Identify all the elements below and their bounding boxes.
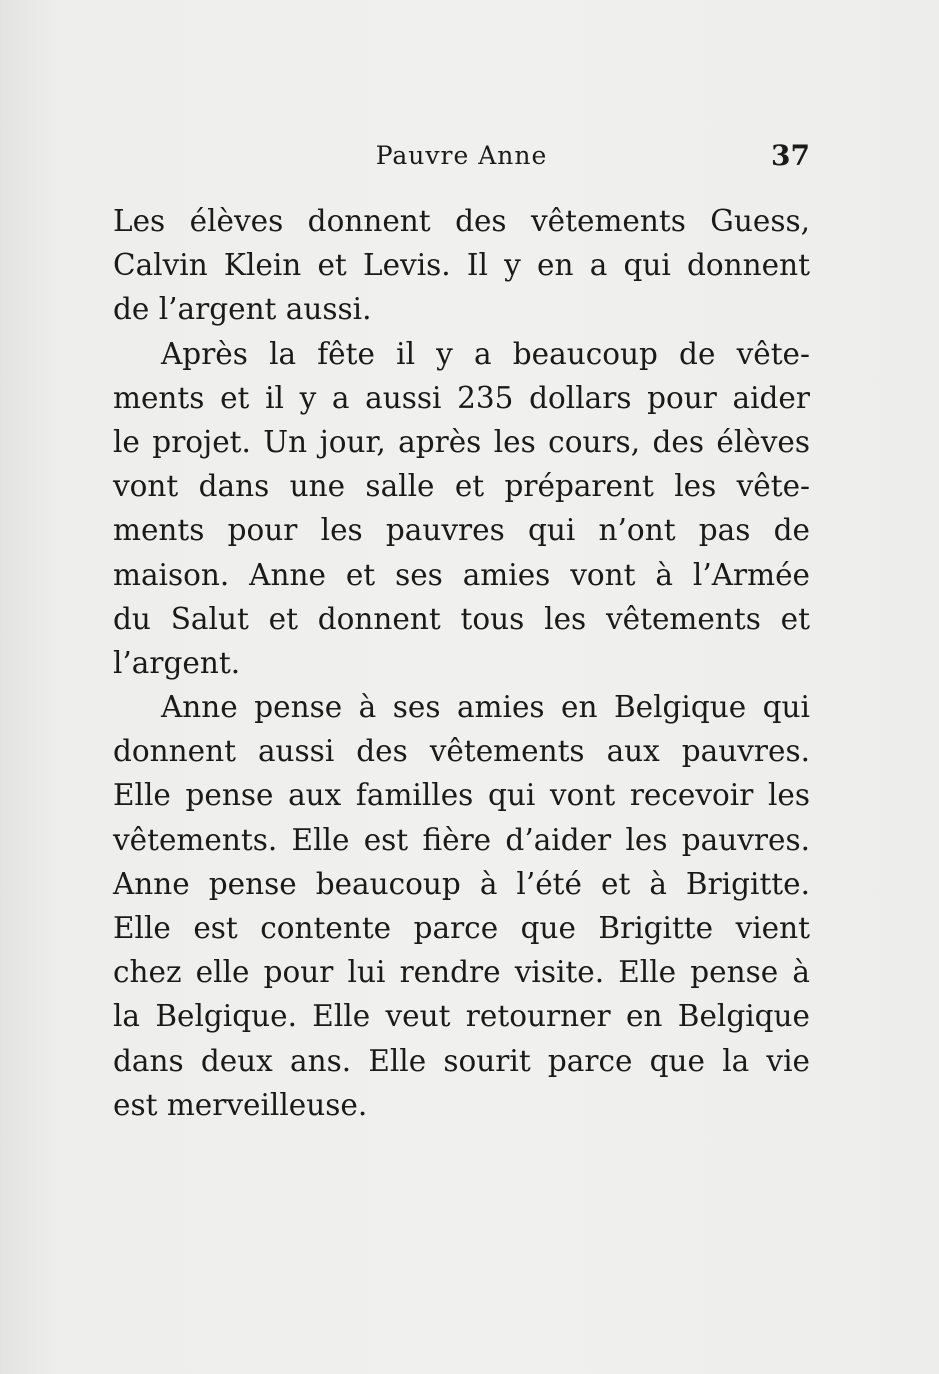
text-line: le projet. Un jour, après les cours, des élèves	[113, 424, 810, 459]
page-number: 37	[771, 139, 810, 172]
text-line: vont dans une salle et préparent les vête-	[113, 469, 810, 504]
text-line: du Salut et donnent tous les vêtements et	[113, 601, 810, 636]
text-line: est merveilleuse.	[113, 1087, 368, 1122]
text-line: Elle est contente parce que Brigitte vient	[113, 911, 810, 945]
text-line: Les élèves donnent des vêtements Guess,	[113, 204, 810, 238]
text-line: ments pour les pauvres qui n’ont pas de	[113, 513, 810, 548]
text-line: l’argent.	[113, 645, 241, 680]
text-line: Elle pense aux familles qui vont recevoir les	[113, 778, 810, 813]
text-line: vêtements. Elle est fière d’aider les pauvres.	[113, 822, 810, 857]
text-line: de l’argent aussi.	[113, 292, 372, 327]
text-line: dans deux ans. Elle sourit parce que la vie	[113, 1043, 810, 1078]
text-line: la Belgique. Elle veut retourner en Belgique	[113, 999, 810, 1034]
running-title: Pauvre Anne	[375, 141, 548, 170]
text-line: Après la fête il y a beaucoup de vête-	[161, 336, 810, 371]
text-line: donnent aussi des vêtements aux pauvres.	[113, 734, 810, 769]
text-line: maison. Anne et ses amies vont à l’Armée	[113, 557, 810, 592]
text-line: Anne pense à ses amies en Belgique qui	[161, 690, 810, 725]
text-line: ments et il y a aussi 235 dollars pour aider	[113, 380, 810, 415]
page-header	[113, 138, 810, 174]
text-line: Calvin Klein et Levis. Il y en a qui donnent	[113, 248, 810, 283]
text-line: chez elle pour lui rendre visite. Elle pense à	[113, 955, 810, 990]
body-text	[113, 199, 810, 1127]
text-line: Anne pense beaucoup à l’été et à Brigitte.	[113, 866, 810, 901]
